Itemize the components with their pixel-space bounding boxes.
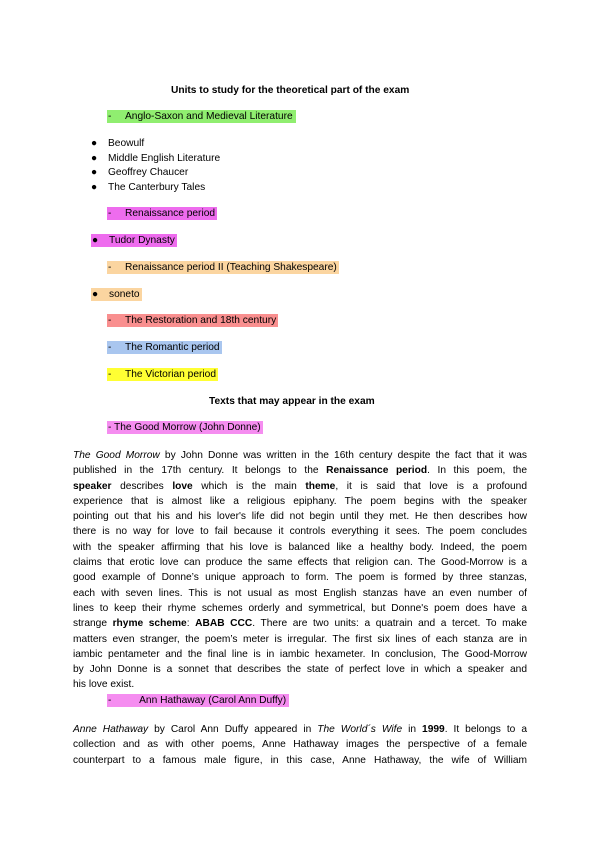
text-run: in	[402, 724, 423, 735]
paragraph-line	[73, 737, 527, 752]
text-run: pointing out that his and his lover's life did not begin until they met. He then describes how	[73, 511, 527, 523]
text-run: which is the main	[192, 480, 306, 492]
bold-text: speaker	[73, 480, 112, 492]
list-item: ● Geoffrey Chaucer	[91, 167, 189, 179]
unit-highlight: - The Victorian period	[108, 369, 216, 380]
bold-text: ABAB CCC	[195, 618, 253, 630]
paragraph-line	[73, 448, 527, 463]
unit-highlight: - The Romantic period	[108, 342, 220, 353]
unit-highlight: - Anglo-Saxon and Medieval Literature	[107, 110, 296, 123]
bold-text: Renaissance period	[326, 465, 428, 477]
unit-highlight: - The Restoration and 18th century	[108, 315, 277, 326]
bold-text: theme	[305, 480, 336, 492]
list-item-tudor	[91, 235, 177, 246]
text-run: his love exist.	[73, 679, 135, 691]
text-run: iambic pentameter and the final line is in iambic hexameter. In conclusion, The Good-Morrow	[73, 648, 527, 660]
text-run: there is no way for love to fail because it controls everything it sees. The poem concludes	[73, 526, 527, 538]
italic-text: The Good Morrow	[73, 450, 160, 461]
unit-romantic	[107, 342, 222, 353]
italic-text: The World´s Wife	[317, 724, 403, 735]
text-run: by Carol Ann Duffy appeared in	[148, 724, 318, 735]
paragraph-line	[73, 540, 527, 555]
paragraph-line	[73, 632, 527, 647]
paragraph-line	[73, 616, 527, 631]
paragraph-good-morrow	[73, 448, 527, 693]
text-run: published in the 17th century. It belongs to the	[73, 465, 327, 477]
paragraph-line	[73, 677, 527, 692]
text-run: each with seven lines. This is not usual as most English stanzas have an even number of	[73, 587, 527, 599]
bold-text: love	[172, 480, 193, 492]
paragraph-line	[73, 753, 527, 768]
list-item: ● The Canterbury Tales	[91, 182, 206, 194]
paragraph-line	[73, 479, 527, 494]
italic-text: Anne Hathaway	[73, 724, 149, 735]
text-run: . In this poem, the	[427, 465, 528, 477]
bold-text: 1999	[422, 724, 445, 735]
text-run: . It belongs to a	[444, 724, 527, 735]
text-run: strange	[73, 618, 113, 630]
paragraph-line	[73, 524, 527, 539]
text-run: counterpart to a famous male figure, in this case, Anne Hathaway, the wife of William	[73, 754, 527, 766]
text-anne-hathaway-label	[107, 695, 289, 706]
text-run: experience that is almost like a religious epiphany. The poem begins with the speaker	[73, 495, 527, 507]
text-run: lines to keep their rhyme schemes orderly and symmetrical, but Donne's poem does have a	[73, 602, 527, 614]
bullet-list-unit1	[91, 138, 220, 197]
bold-text: rhyme scheme	[112, 618, 187, 630]
bullet-highlight: ● Tudor Dynasty	[92, 235, 175, 246]
text-run: good example of Donne’s unique approach to form. The poem is formed by three stanzas,	[73, 572, 527, 584]
text-run: by John Donne was written in the 16th century despite the fact that it was	[159, 450, 527, 461]
heading-units: Units to study for the theoretical part of the exam	[171, 85, 410, 96]
text-run: :	[186, 618, 196, 630]
unit-restoration	[107, 315, 278, 326]
paragraph-line	[73, 494, 527, 509]
paragraph-anne-hathaway	[73, 722, 527, 768]
unit-highlight: - Renaissance period	[108, 208, 216, 219]
text-run: . There are two units: a quatrain and a tercet. To make	[252, 618, 527, 630]
paragraph-line	[73, 463, 527, 478]
text-run: by John Donne is a sonnet that describes the state of perfect love in which a speaker and	[73, 664, 527, 676]
paragraph-line	[73, 570, 527, 585]
bullet-highlight: ● soneto	[92, 289, 140, 300]
text-run: , it is said that love is a profound	[335, 480, 527, 492]
text-run: claims that erotic love can produce the same effects that religion can. The Good-Morrow is a	[73, 557, 527, 569]
paragraph-line	[73, 647, 527, 662]
unit-highlight: - Renaissance period II (Teaching Shakespeare)	[108, 262, 337, 273]
paragraph-line	[73, 662, 527, 677]
text-highlight: - Ann Hathaway (Carol Ann Duffy)	[107, 694, 289, 707]
text-run: collection and as with other poems, Anne Hathaway images the perspective of a female	[73, 739, 527, 751]
list-item: ● Middle English Literature	[91, 152, 221, 164]
paragraph-line	[73, 586, 527, 601]
paragraph-line	[73, 509, 527, 524]
unit-renaissance	[107, 208, 217, 219]
unit-anglo-saxon	[107, 111, 296, 122]
paragraph-line	[73, 722, 527, 737]
list-item: ● Beowulf	[91, 138, 145, 149]
text-run: with the speaker affirming that his love is balanced like a healthy body. Indeed, the poem	[73, 541, 527, 553]
paragraph-line	[73, 601, 527, 616]
text-run: matters even stranger, the poem’s meter is irregular. The first six lines of each stanza are in	[73, 633, 527, 645]
heading-texts: Texts that may appear in the exam	[209, 396, 375, 407]
text-highlight: - The Good Morrow (John Donne)	[108, 422, 261, 433]
unit-victorian	[107, 369, 218, 380]
list-item-soneto	[91, 289, 142, 300]
unit-renaissance-ii	[107, 262, 339, 273]
text-good-morrow-label	[107, 422, 263, 433]
paragraph-line	[73, 555, 527, 570]
text-run: describes	[111, 480, 173, 492]
